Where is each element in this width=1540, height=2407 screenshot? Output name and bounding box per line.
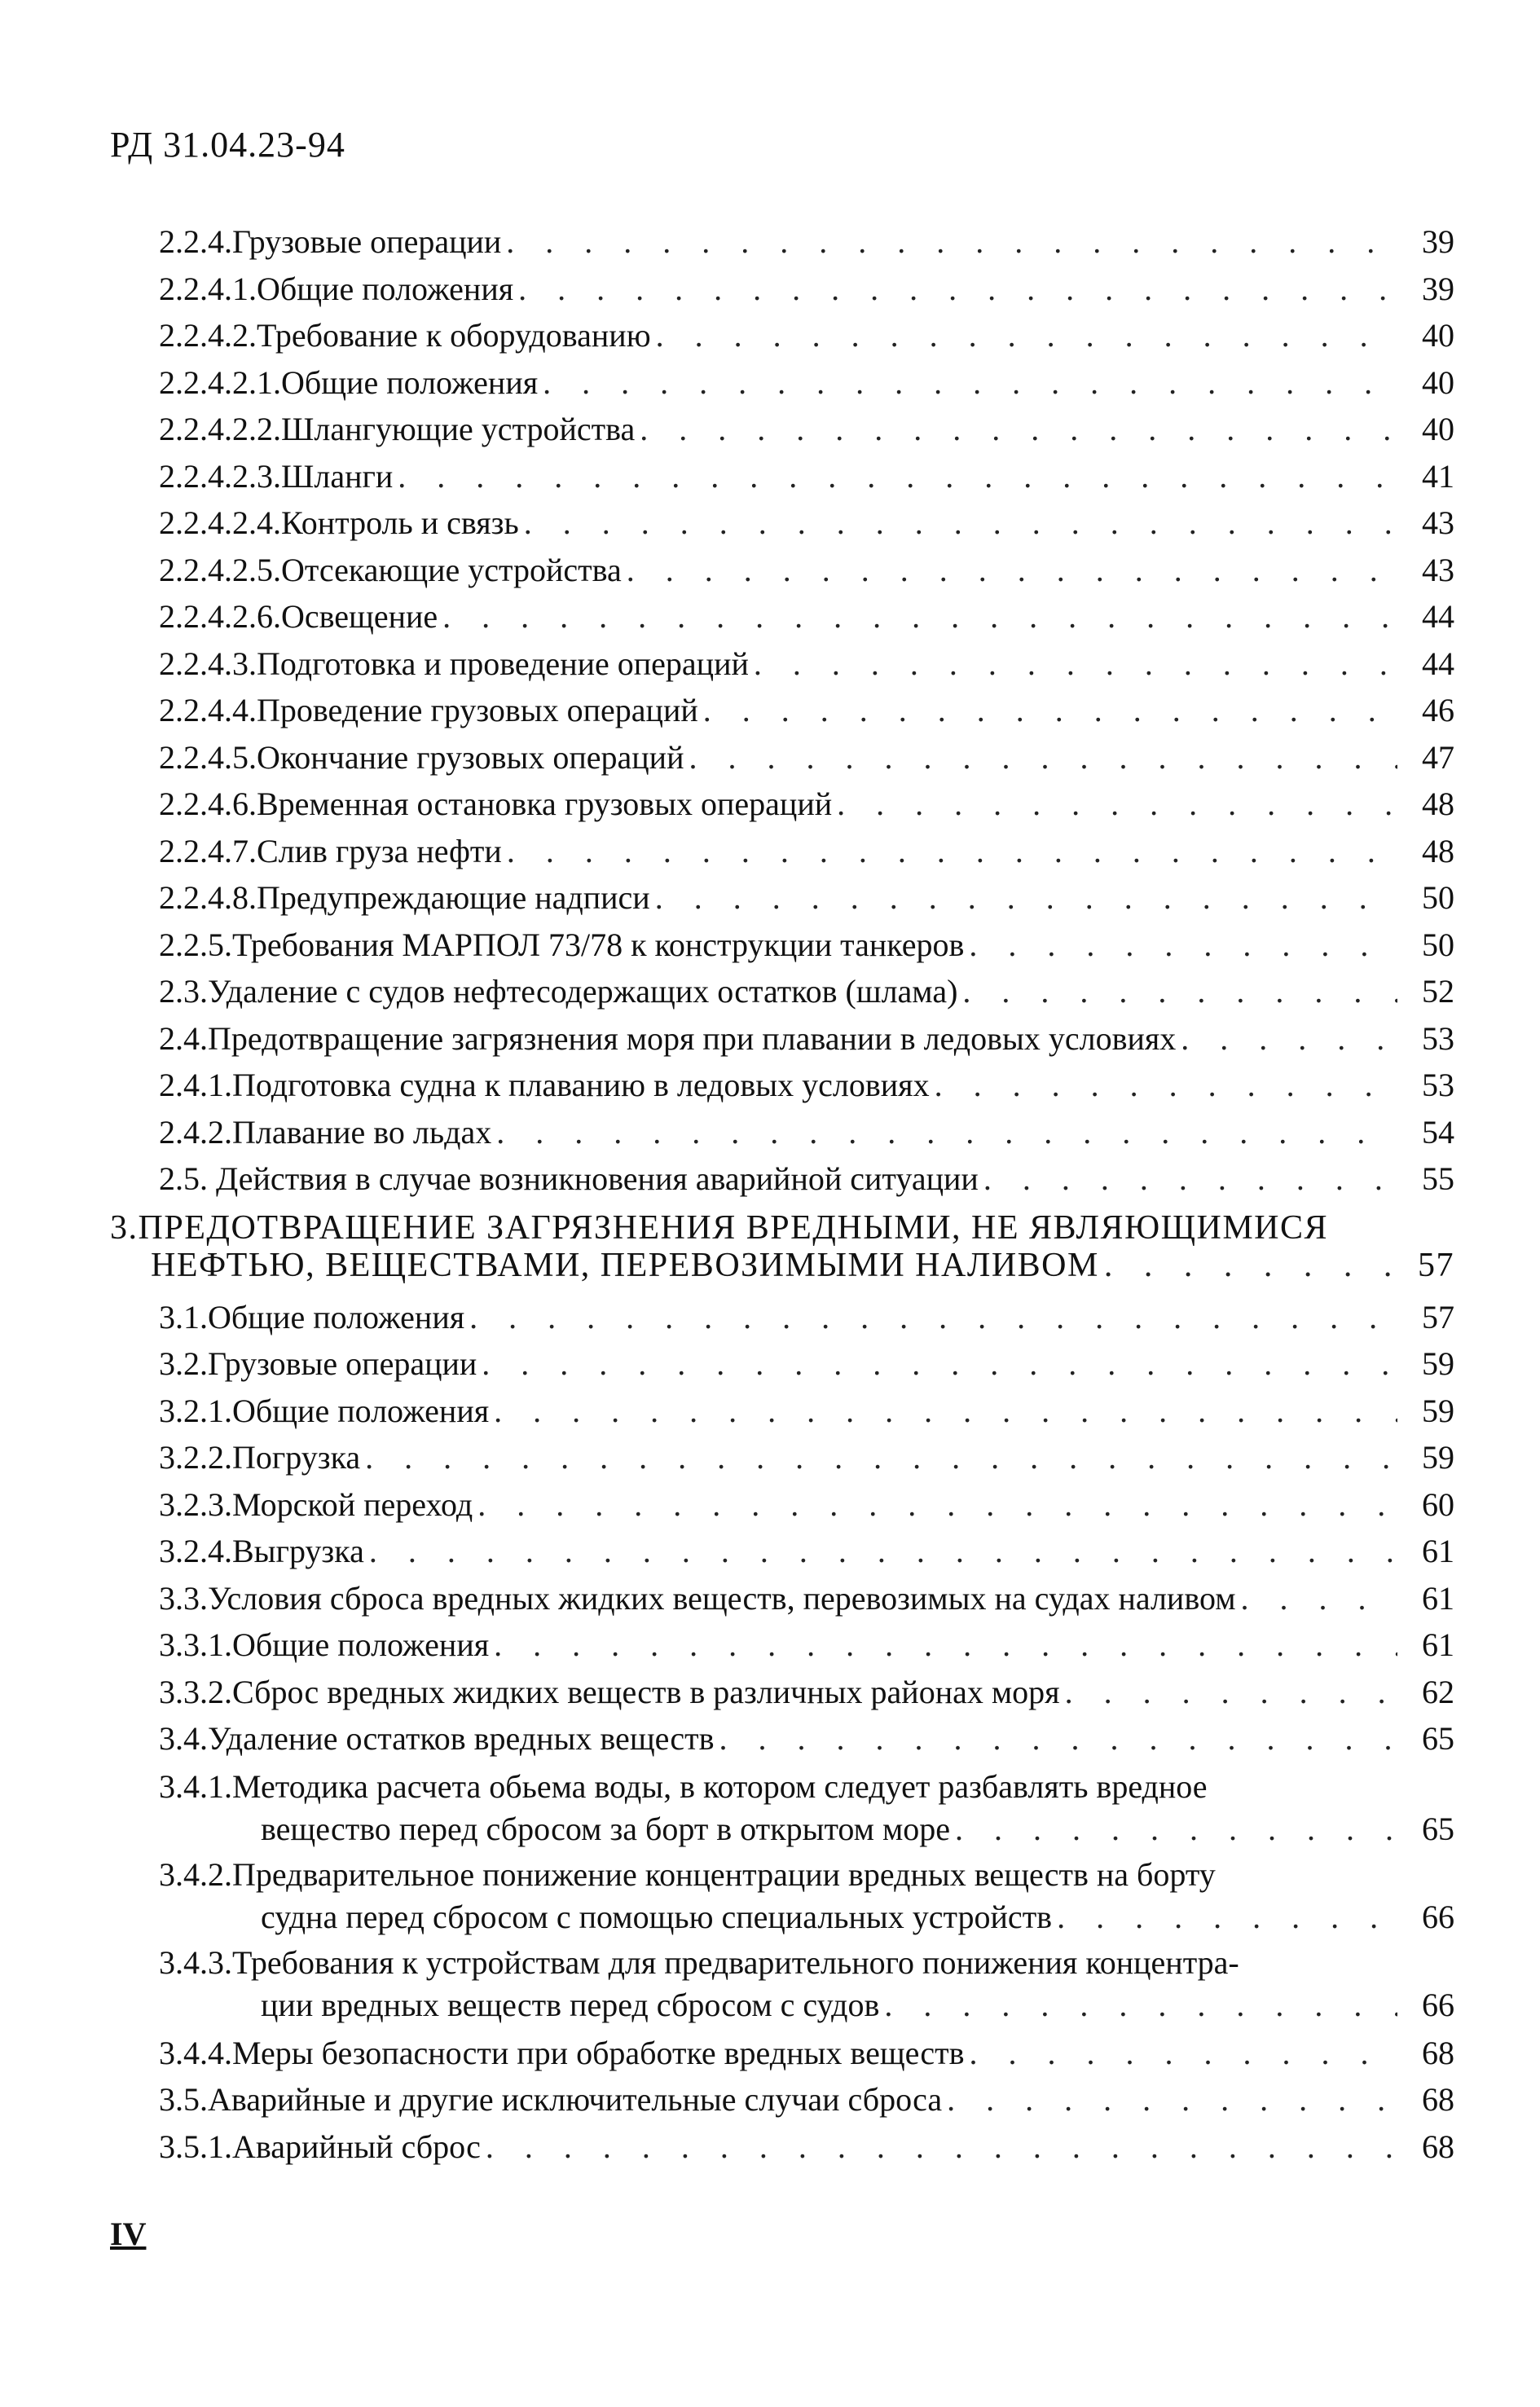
toc-entry — [110, 406, 1454, 453]
dot-leader — [494, 1388, 1397, 1435]
toc-entry — [110, 1434, 1454, 1481]
page-folio: IV — [110, 2216, 147, 2252]
document-code: РД 31.04.23-94 — [110, 125, 345, 165]
toc-page: 66 — [1422, 1986, 1454, 2023]
toc-title: 3.3.Условия сброса вредных жидких веществ, перевозимых на судах наливом — [159, 1579, 1236, 1617]
toc-title: 3.5.Аварийные и другие исключительные случаи сброса — [159, 2081, 943, 2118]
toc-title: 2.2.4.3.Подготовка и проведение операций — [159, 645, 749, 682]
toc-title-line1: 3.4.3.Требования к устройствам для предварительного понижения концентра- — [159, 1943, 1239, 1981]
toc-page: 46 — [1422, 692, 1454, 728]
toc-page: 39 — [1422, 223, 1454, 260]
toc-page: 44 — [1422, 598, 1454, 635]
toc-entry — [110, 499, 1454, 547]
toc-page: 47 — [1422, 738, 1454, 776]
dot-leader — [1241, 1575, 1397, 1622]
toc-title: 3.2.2.Погрузка — [159, 1439, 361, 1476]
section-heading-line1: 3.ПРЕДОТВРАЩЕНИЕ ЗАГРЯЗНЕНИЯ ВРЕДНЫМИ, НЕ ЯВЛЯЮЩИМИСЯ — [110, 1208, 1329, 1247]
dot-leader — [369, 1528, 1397, 1575]
toc-title: 3.2.3.Морской переход — [159, 1485, 473, 1523]
toc-page: 40 — [1422, 317, 1454, 354]
toc-page: 50 — [1422, 879, 1454, 916]
toc-page: 48 — [1422, 785, 1454, 822]
dot-leader — [689, 734, 1397, 781]
toc-entry — [110, 1109, 1454, 1156]
dot-leader — [1057, 1896, 1397, 1938]
toc-entry — [110, 2076, 1454, 2123]
dot-leader — [507, 828, 1397, 875]
toc-entry — [110, 359, 1454, 407]
toc-entry — [110, 1155, 1454, 1203]
toc-entry-multiline — [110, 1854, 1454, 1938]
dot-leader — [442, 593, 1397, 640]
toc-page: 52 — [1422, 973, 1454, 1010]
toc-title: 2.2.4.2.6.Освещение — [159, 598, 438, 635]
dot-leader — [970, 2030, 1398, 2077]
toc-title-line2: судна перед сбросом с помощью специальных устройств — [261, 1898, 1053, 1935]
toc-entry — [110, 1575, 1454, 1622]
dot-leader — [962, 968, 1397, 1015]
toc-entry — [110, 687, 1454, 734]
toc-page: 39 — [1422, 270, 1454, 307]
toc-entry — [110, 266, 1454, 313]
toc-title: 2.2.4.2.4.Контроль и связь — [159, 504, 519, 541]
toc-title-line2-row — [159, 1808, 1454, 1850]
toc-page: 53 — [1422, 1019, 1454, 1057]
toc-page: 54 — [1422, 1113, 1454, 1151]
toc-title: 3.2.4.Выгрузка — [159, 1533, 364, 1569]
toc-page: 43 — [1422, 504, 1454, 541]
dot-leader — [494, 1622, 1397, 1669]
toc-title: 2.4.Предотвращение загрязнения моря при плавании в ледовых условиях — [159, 1019, 1177, 1057]
toc-title: 3.2.Грузовые операции — [159, 1345, 477, 1382]
dot-leader — [947, 2076, 1397, 2123]
dot-leader — [656, 312, 1397, 359]
toc-title: 3.4.Удаление остатков вредных веществ — [159, 1720, 715, 1757]
dot-leader — [543, 359, 1397, 407]
toc-title-line1: 3.4.1.Методика расчета обьема воды, в котором следует разбавлять вредное — [159, 1767, 1208, 1805]
dot-leader — [524, 499, 1397, 547]
toc-title: 3.1.Общие положения — [159, 1298, 465, 1336]
dot-leader — [1104, 1247, 1397, 1284]
toc-title: 3.3.2.Сброс вредных жидких веществ в различных районах моря — [159, 1673, 1060, 1710]
dot-leader — [719, 1715, 1397, 1762]
toc-title: 2.5. Действия в случае возникновения аварийной ситуации — [159, 1160, 979, 1197]
toc-page: 40 — [1422, 363, 1454, 401]
dot-leader — [955, 1808, 1397, 1850]
toc-entry — [110, 1715, 1454, 1762]
toc-entry — [110, 874, 1454, 922]
dot-leader — [983, 1155, 1397, 1203]
dot-leader — [398, 453, 1397, 500]
toc-entry — [110, 640, 1454, 688]
section-heading — [110, 1209, 1454, 1284]
toc-page: 53 — [1422, 1067, 1454, 1103]
toc-entry — [110, 1528, 1454, 1575]
toc-page: 65 — [1422, 1720, 1454, 1757]
toc-page: 61 — [1422, 1533, 1454, 1569]
dot-leader — [969, 922, 1397, 969]
toc-page: 57 — [1418, 1246, 1454, 1284]
dot-leader — [884, 1984, 1397, 2026]
toc-page: 68 — [1422, 2128, 1454, 2165]
dot-leader — [482, 1340, 1397, 1388]
toc-title: 3.5.1.Аварийный сброс — [159, 2128, 481, 2165]
toc-title: 2.2.4.1.Общие положения — [159, 270, 514, 307]
toc-entry — [110, 453, 1454, 500]
dot-leader — [365, 1434, 1397, 1481]
section-heading-line2-row — [110, 1247, 1454, 1284]
toc-title: 2.2.4.4.Проведение грузовых операций — [159, 692, 698, 728]
toc-title: 2.2.4.6.Временная остановка грузовых операций — [159, 785, 833, 822]
dot-leader — [1065, 1669, 1397, 1716]
toc-page: 59 — [1422, 1392, 1454, 1429]
toc-entry — [110, 1481, 1454, 1529]
toc-page: 44 — [1422, 645, 1454, 682]
toc-entry — [110, 1388, 1454, 1435]
toc-entry — [110, 2123, 1454, 2171]
toc-title: 2.2.4.5.Окончание грузовых операций — [159, 738, 684, 776]
toc-title-line2-row — [159, 1896, 1454, 1938]
toc-page: 57 — [1422, 1298, 1454, 1336]
dot-leader — [469, 1294, 1397, 1341]
toc-title: 2.2.4.2.2.Шлангующие устройства — [159, 411, 636, 447]
toc-page: 50 — [1422, 926, 1454, 963]
toc-title-line2: ции вредных веществ перед сбросом с судов — [261, 1986, 880, 2023]
toc-page: 60 — [1422, 1485, 1454, 1523]
toc-title: 2.4.1.Подготовка судна к плаванию в ледовых условиях — [159, 1067, 930, 1103]
toc-title: 2.4.2.Плавание во льдах — [159, 1113, 492, 1151]
toc-title: 2.2.4.2.5.Отсекающие устройства — [159, 551, 622, 588]
toc-page: 43 — [1422, 551, 1454, 588]
toc-title-line2: вещество перед сбросом за борт в открытом море — [261, 1810, 951, 1847]
toc-entry — [110, 1062, 1454, 1109]
dot-leader — [1181, 1015, 1397, 1063]
toc-page: 61 — [1422, 1579, 1454, 1617]
toc-entry-multiline — [110, 1942, 1454, 2026]
toc-title: 3.2.1.Общие положения — [159, 1392, 490, 1429]
toc-entry — [110, 218, 1454, 266]
dot-leader — [640, 406, 1397, 453]
dot-leader — [477, 1481, 1397, 1529]
table-of-contents — [110, 218, 1454, 2170]
toc-entry — [110, 2030, 1454, 2077]
dot-leader — [754, 640, 1397, 688]
toc-entry — [110, 1340, 1454, 1388]
toc-entry — [110, 922, 1454, 969]
toc-entry — [110, 1669, 1454, 1716]
dot-leader — [496, 1109, 1397, 1156]
toc-entry — [110, 312, 1454, 359]
toc-entry — [110, 547, 1454, 594]
toc-page: 61 — [1422, 1626, 1454, 1663]
toc-entry — [110, 781, 1454, 828]
toc-entry — [110, 593, 1454, 640]
dot-leader — [627, 547, 1397, 594]
toc-entry — [110, 828, 1454, 875]
toc-entry — [110, 1294, 1454, 1341]
toc-title: 2.2.5.Требования МАРПОЛ 73/78 к конструкции танкеров — [159, 926, 965, 963]
toc-title: 2.2.4.2.3.Шланги — [159, 457, 394, 495]
toc-title: 3.3.1.Общие положения — [159, 1626, 490, 1663]
toc-page: 40 — [1422, 411, 1454, 447]
toc-title: 2.2.4.2.Требование к оборудованию — [159, 317, 651, 354]
toc-page: 68 — [1422, 2081, 1454, 2118]
dot-leader — [837, 781, 1397, 828]
toc-title-line1: 3.4.2.Предварительное понижение концентрации вредных веществ на борту — [159, 1855, 1216, 1893]
toc-entry-multiline — [110, 1766, 1454, 1850]
dot-leader — [935, 1062, 1397, 1109]
toc-page: 59 — [1422, 1439, 1454, 1476]
toc-title: 2.3.Удаление с судов нефтесодержащих остатков (шлама) — [159, 973, 958, 1010]
toc-page: 55 — [1422, 1160, 1454, 1197]
toc-page: 68 — [1422, 2034, 1454, 2071]
toc-page: 41 — [1422, 457, 1454, 495]
toc-page: 59 — [1422, 1345, 1454, 1382]
toc-entry — [110, 1622, 1454, 1669]
toc-entry — [110, 1015, 1454, 1063]
dot-leader — [703, 687, 1397, 734]
dot-leader — [486, 2123, 1397, 2171]
section-heading-line2: НЕФТЬЮ, ВЕЩЕСТВАМИ, ПЕРЕВОЗИМЫМИ НАЛИВОМ — [151, 1246, 1099, 1284]
dot-leader — [518, 266, 1397, 313]
toc-page: 65 — [1422, 1810, 1454, 1847]
toc-title: 3.4.4.Меры безопасности при обработке вредных веществ — [159, 2034, 965, 2071]
toc-title: 2.2.4.Грузовые операции — [159, 223, 502, 260]
toc-entry — [110, 734, 1454, 781]
toc-entry — [110, 968, 1454, 1015]
toc-page: 48 — [1422, 832, 1454, 869]
dot-leader — [506, 218, 1397, 266]
toc-title: 2.2.4.7.Слив груза нефти — [159, 832, 502, 869]
toc-page: 66 — [1422, 1898, 1454, 1935]
dot-leader — [655, 874, 1397, 922]
toc-page: 62 — [1422, 1673, 1454, 1710]
toc-title: 2.2.4.8.Предупреждающие надписи — [159, 879, 650, 916]
toc-title-line2-row — [159, 1984, 1454, 2026]
toc-title: 2.2.4.2.1.Общие положения — [159, 363, 539, 401]
